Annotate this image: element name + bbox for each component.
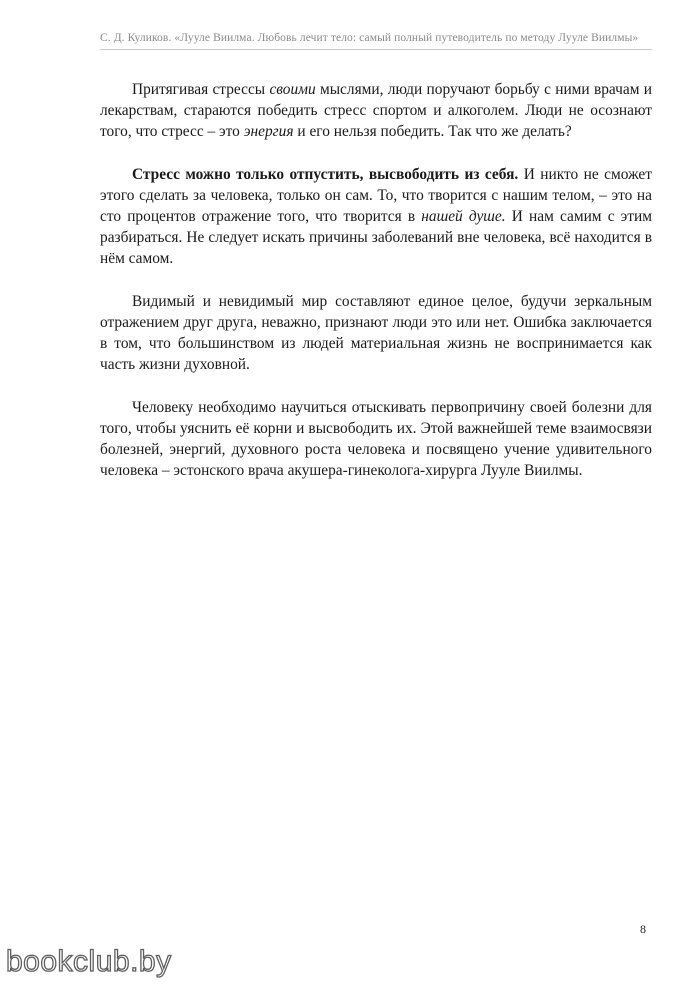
paragraph-2 (100, 164, 652, 269)
paragraph-1-emphasis-own: своими (269, 81, 316, 98)
paragraph-2-text-d: И нам самим с этим разбираться. Не следует искать причины заболеваний вне человека, всё находится в нём самом. (100, 208, 652, 267)
paragraph-2-bold-lead: Стресс можно только отпустить, высвободить из себя. (132, 166, 519, 183)
paragraph-2-emphasis-soul: нашей душе. (421, 208, 506, 225)
paragraph-1-emphasis-energy: энергия (243, 123, 294, 140)
watermark-logo: bookclub.by (6, 945, 172, 978)
paragraph-1 (100, 79, 652, 142)
paragraph-1-text-a: Притягивая стрессы (132, 81, 270, 98)
running-header: С. Д. Куликов. «Лууле Виилма. Любовь лечит тело: самый полный путеводитель по методу Лууле Виилмы» (100, 32, 639, 44)
paragraph-3: Видимый и невидимый мир составляют единое целое, будучи зеркальным отражением друг друга, неважно, признают люди это или нет. Ошибка заключается в том, что большинством из людей материальная жизнь не воспринимается как часть жизни духовной. (100, 293, 652, 373)
header-divider (100, 49, 652, 50)
paragraph-2-text-b: И никто не сможет этого сделать за человека, только он сам. То, что творится с нашим телом, – это на сто процентов отражение того, что творится в (100, 166, 652, 225)
body-text (100, 79, 652, 503)
paragraph-4: Человеку необходимо научиться отыскивать первопричину своей болезни для того, чтобы уяснить её корни и высвободить их. Этой важнейшей теме взаимосвязи болезней, энергий, духовного роста человека и посвящено учение удивительного человека – эстонского врача акушера-гинеколога-хирурга Лууле Виилмы. (100, 399, 652, 479)
paragraph-1-text-c: мыслями, люди поручают борьбу с ними врачам и лекарствам, стараются победить стресс спортом и алкоголем. Люди не осознают того, что стресс – это (100, 81, 652, 140)
page-number: 8 (640, 922, 646, 936)
paragraph-1-text-e: и его нельзя победить. Так что же делать? (293, 123, 572, 140)
